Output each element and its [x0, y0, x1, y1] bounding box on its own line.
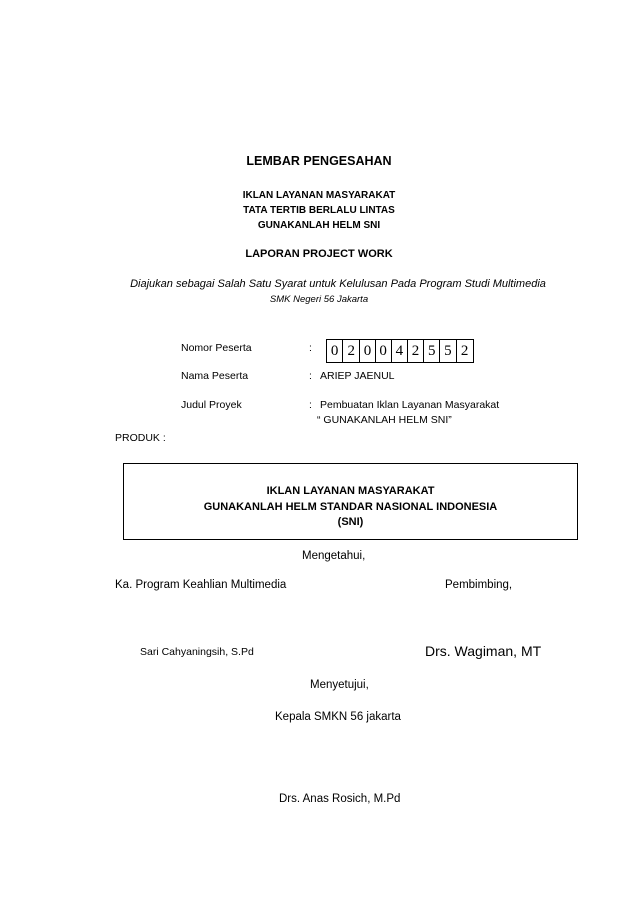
produk-line-3: (SNI)	[337, 516, 364, 528]
submission-note: Diajukan sebagai Salah Satu Syarat untuk Kelulusan Pada Program Studi Multimedia	[130, 278, 546, 290]
digit-box: 2	[347, 343, 356, 359]
produk-label: PRODUK :	[115, 432, 166, 444]
produk-line-2: GUNAKANLAH HELM STANDAR NASIONAL INDONESIA	[203, 501, 498, 513]
subject-line-1: IKLAN LAYANAN MASYARAKAT	[242, 190, 396, 201]
digit-box: 5	[424, 340, 440, 362]
report-type: LAPORAN PROJECT WORK	[245, 248, 393, 260]
judul-proyek-label: Judul Proyek	[181, 399, 242, 411]
nomor-peserta-digits	[326, 339, 474, 363]
pembimbing-name: Drs. Wagiman, MT	[425, 643, 542, 659]
digit-box: 4	[392, 340, 408, 362]
document-title: LEMBAR PENGESAHAN	[246, 154, 392, 168]
nama-peserta-label: Nama Peserta	[181, 370, 249, 382]
digit-box: 2	[408, 340, 424, 362]
judul-proyek-value-line1: Pembuatan Iklan Layanan Masyarakat	[320, 399, 500, 411]
digit-box: 5	[440, 340, 456, 362]
digit-box: 2	[460, 343, 469, 359]
produk-line-1: IKLAN LAYANAN MASYARAKAT	[266, 485, 435, 497]
menyetujui-label: Menyetujui,	[310, 679, 369, 691]
judul-proyek-colon: :	[309, 399, 312, 411]
mengetahui-label: Mengetahui,	[302, 550, 366, 562]
nama-peserta-colon: :	[309, 370, 312, 382]
digit-box: 0	[327, 340, 343, 362]
digit-box: 0	[376, 340, 392, 362]
judul-proyek-value-line2: “ GUNAKANLAH HELM SNI”	[317, 414, 452, 426]
subject-line-2: TATA TERTIB BERLALU LINTAS	[243, 205, 395, 216]
nama-peserta-value: ARIEP JAENUL	[320, 370, 395, 382]
kaprog-name: Sari Cahyaningsih, S.Pd	[140, 646, 254, 658]
school-name: SMK Negeri 56 Jakarta	[269, 294, 369, 305]
pembimbing-title: Pembimbing,	[445, 579, 513, 591]
kaprog-title: Ka. Program Keahlian Multimedia	[115, 579, 287, 591]
digit-box: 0	[359, 340, 375, 362]
subject-line-3: GUNAKANLAH HELM SNI	[257, 220, 381, 231]
kepala-title: Kepala SMKN 56 jakarta	[275, 711, 401, 723]
nomor-peserta-colon: :	[309, 342, 312, 354]
nomor-peserta-label: Nomor Peserta	[181, 342, 252, 354]
kepala-name: Drs. Anas Rosich, M.Pd	[279, 793, 401, 805]
